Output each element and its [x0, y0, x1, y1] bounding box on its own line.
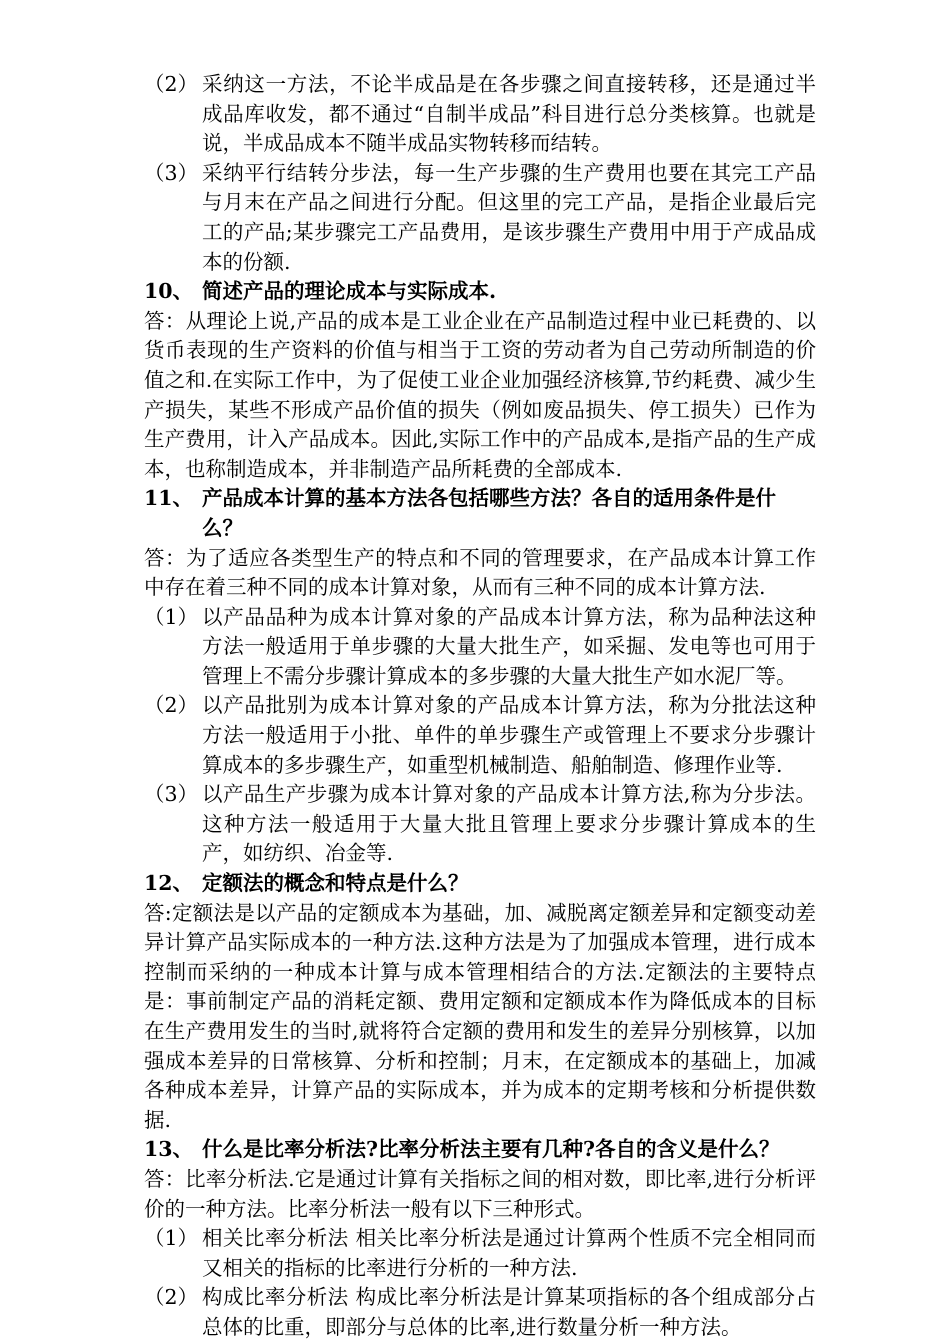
question-number: 11、: [144, 486, 194, 511]
list-item: [144, 603, 816, 692]
list-item-text: 构成比率分析法 构成比率分析法是计算某项指标的各个组成部分占总体的比重，即部分与总体的比率,进行数量分析一种方法。: [202, 1285, 816, 1339]
answer-paragraph: 答:定额法是以产品的定额成本为基础，加、减脱离定额差异和定额变动差异计算产品实际成本的一种方法.这种方法是为了加强成本管理，进行成本控制而采纳的一种成本计算与成本管理相结合的方法.定额法的主要特点是：事前制定产品的消耗定额、费用定额和定额成本作为降低成本的目标在生产费用发生的当时,就将符合定额的费用和发生的差异分别核算，以加强成本差异的日常核算、分析和控制；月末，在定额成本的基础上，加减各种成本差异，计算产品的实际成本，并为成本的定期考核和分析提供数据.: [144, 900, 816, 1132]
list-item: [144, 691, 816, 780]
question-heading-13: [144, 1135, 816, 1165]
list-item-text: 采纳这一方法，不论半成品是在各步骤之间直接转移，还是通过半成品库收发，都不通过“自制半成品”科目进行总分类核算。也就是说，半成品成本不随半成品实物转移而结转。: [202, 72, 816, 156]
question-heading-11: [144, 484, 816, 543]
list-item-text: 以产品品种为成本计算对象的产品成本计算方法，称为品种法这种方法一般适用于单步骤的大量大批生产，如采掘、发电等也可用于管理上不需分步骤计算成本的多步骤的大量大批生产如水泥厂等。: [202, 604, 816, 688]
answer-paragraph: 答：为了适应各类型生产的特点和不同的管理要求，在产品成本计算工作中存在着三种不同的成本计算对象，从而有三种不同的成本计算方法.: [144, 545, 816, 600]
list-item-number: （1）: [144, 1226, 199, 1251]
list-item-number: （2）: [144, 1285, 199, 1310]
list-item: [144, 159, 816, 277]
list-item-number: （3）: [144, 160, 199, 185]
list-item-number: （3）: [144, 782, 199, 807]
list-item-text: 采纳平行结转分步法，每一生产步骤的生产费用也要在其完工产品与月末在产品之间进行分配。但这里的完工产品，是指企业最后完工的产品;某步骤完工产品费用，是该步骤生产费用中用于产成品成本的份额.: [202, 160, 816, 274]
list-item: [144, 1224, 816, 1283]
list-item-text: 以产品生产步骤为成本计算对象的产品成本计算方法,称为分步法。这种方法一般适用于大量大批且管理上要求分步骤计算成本的生产，如纺织、冶金等.: [202, 782, 816, 866]
list-item-text: 相关比率分析法 相关比率分析法是通过计算两个性质不完全相同而又相关的指标的比率进行分析的一种方法.: [202, 1226, 816, 1280]
answer-paragraph: 答：比率分析法.它是通过计算有关指标之间的相对数，即比率,进行分析评价的一种方法。比率分析法一般有以下三种形式。: [144, 1166, 816, 1221]
list-item: [144, 70, 816, 159]
question-title: 简述产品的理论成本与实际成本.: [202, 279, 497, 304]
question-title: 定额法的概念和特点是什么？: [202, 871, 469, 896]
list-item-number: （1）: [144, 604, 199, 629]
document-page: [144, 70, 816, 1343]
list-item-number: （2）: [144, 72, 199, 96]
list-item-text: 以产品批别为成本计算对象的产品成本计算方法，称为分批法这种方法一般适用于小批、单件的单步骤生产或管理上不要求分步骤计算成本的多步骤生产，如重型机械制造、船舶制造、修理作业等.: [202, 693, 816, 777]
list-item-number: （2）: [144, 693, 199, 718]
question-number: 13、: [144, 1137, 194, 1162]
question-heading-10: [144, 277, 816, 307]
question-number: 12、: [144, 871, 194, 896]
question-number: 10、: [144, 279, 194, 304]
question-title: 产品成本计算的基本方法各包括哪些方法？各自的适用条件是什么？: [202, 486, 776, 540]
question-heading-12: [144, 869, 816, 899]
list-item: [144, 1283, 816, 1342]
question-title: 什么是比率分析法?比率分析法主要有几种?各自的含义是什么？: [202, 1137, 780, 1162]
list-item: [144, 780, 816, 869]
answer-paragraph: 答：从理论上说,产品的成本是工业企业在产品制造过程中业已耗费的、以货币表现的生产资料的价值与相当于工资的劳动者为自己劳动所制造的价值之和.在实际工作中，为了促使工业企业加强经济核算,节约耗费、减少生产损失，某些不形成产品价值的损失（例如废品损失、停工损失）已作为生产费用，计入产品成本。因此,实际工作中的产品成本,是指产品的生产成本，也称制造成本，并非制造产品所耗费的全部成本.: [144, 308, 816, 481]
